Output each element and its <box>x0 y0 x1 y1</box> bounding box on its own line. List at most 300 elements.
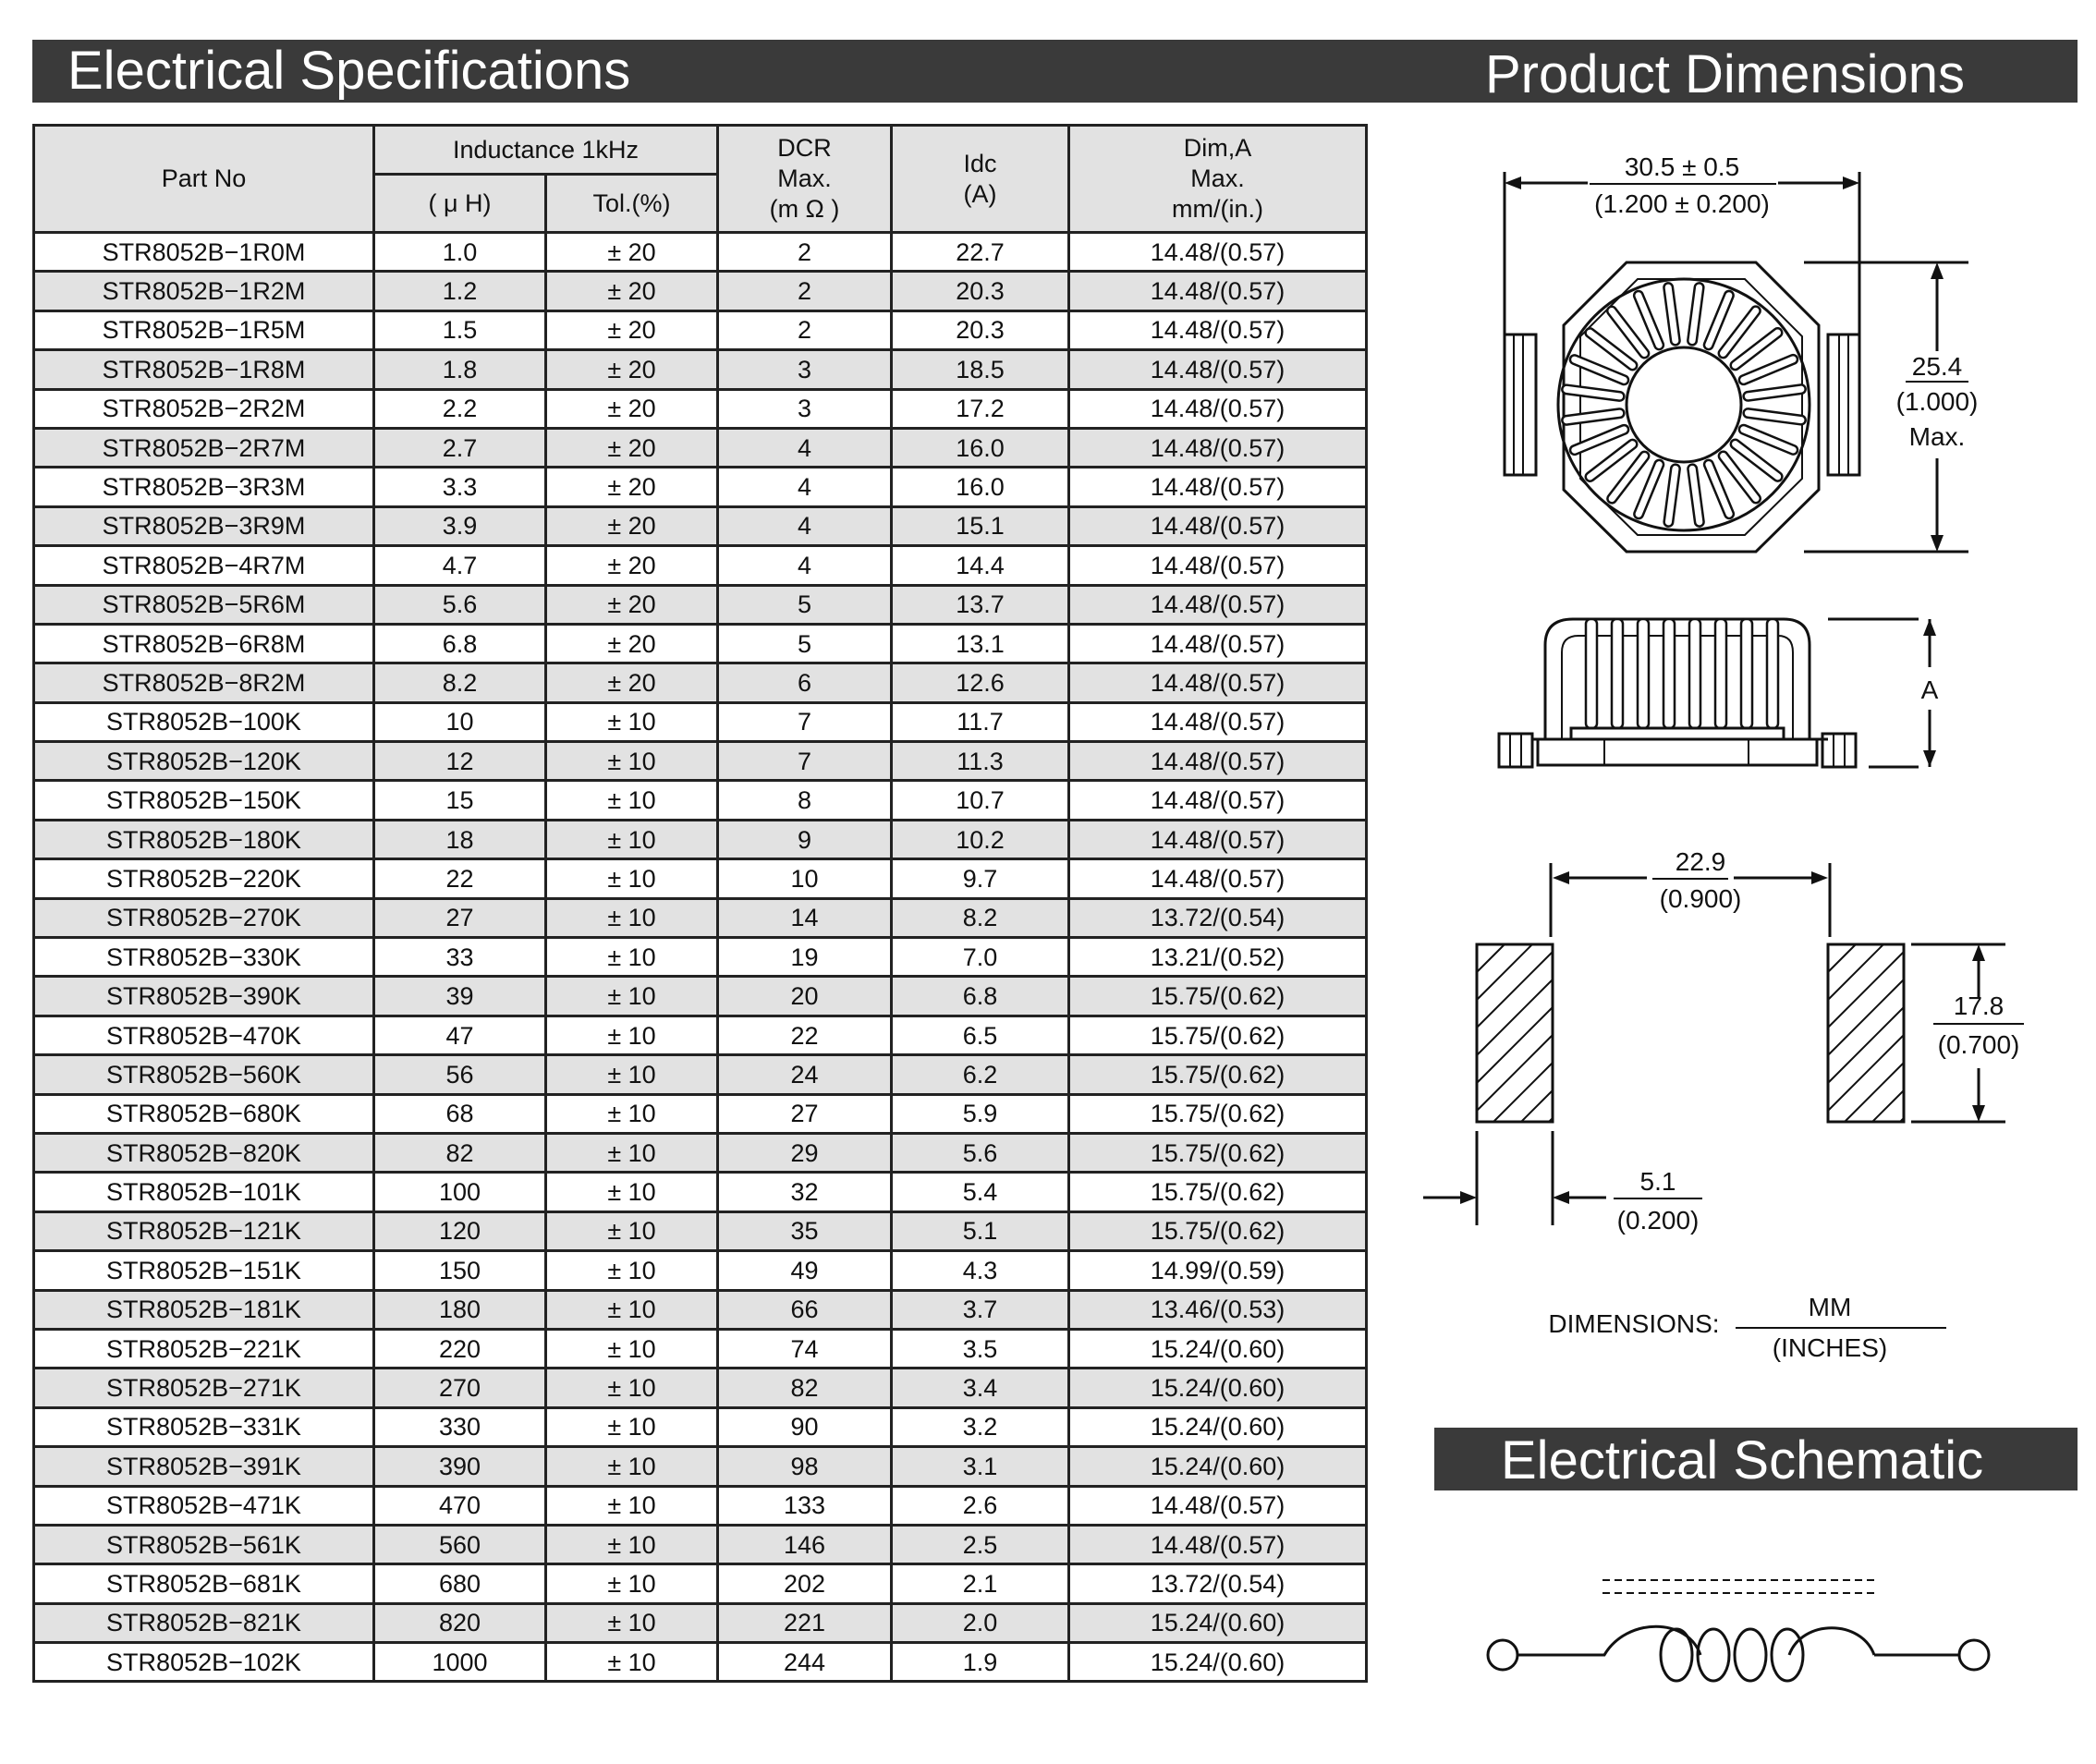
col-dim-a: Dim,A Max. mm/(in.) <box>1069 126 1367 233</box>
inductance-cell: 39 <box>374 977 546 1016</box>
inductance-cell: 680 <box>374 1564 546 1603</box>
idc-cell: 16.0 <box>892 468 1069 506</box>
part-no-cell: STR8052B−1R0M <box>34 233 374 272</box>
table-row <box>34 898 1367 937</box>
dcr-cell: 9 <box>718 820 892 858</box>
inductance-cell: 47 <box>374 1016 546 1054</box>
table-row <box>34 1055 1367 1094</box>
table-row <box>34 938 1367 977</box>
table-row <box>34 624 1367 663</box>
table-row <box>34 272 1367 310</box>
idc-cell: 5.4 <box>892 1173 1069 1211</box>
table-row <box>34 702 1367 741</box>
dcr-cell: 3 <box>718 350 892 389</box>
dcr-cell: 221 <box>718 1603 892 1642</box>
idc-cell: 2.6 <box>892 1486 1069 1525</box>
table-row <box>34 1603 1367 1642</box>
dcr-cell: 98 <box>718 1447 892 1486</box>
table-row <box>34 310 1367 349</box>
part-no-cell: STR8052B−101K <box>34 1173 374 1211</box>
part-no-cell: STR8052B−560K <box>34 1055 374 1094</box>
idc-cell: 4.3 <box>892 1251 1069 1290</box>
idc-cell: 6.8 <box>892 977 1069 1016</box>
table-row <box>34 1016 1367 1054</box>
dcr-cell: 5 <box>718 585 892 624</box>
tolerance-cell: ± 10 <box>546 1016 718 1054</box>
dim-a-cell: 15.24/(0.60) <box>1069 1329 1367 1368</box>
legend-label: DIMENSIONS: <box>1548 1309 1720 1338</box>
pad-span-in-label: (0.900) <box>1659 884 1742 913</box>
idc-cell: 11.7 <box>892 702 1069 741</box>
table-row <box>34 1525 1367 1563</box>
dcr-cell: 133 <box>718 1486 892 1525</box>
dim-a-cell: 14.48/(0.57) <box>1069 820 1367 858</box>
product-dimensions-title: Product Dimensions <box>1485 44 1965 104</box>
inductance-cell: 68 <box>374 1094 546 1133</box>
inductance-cell: 82 <box>374 1133 546 1172</box>
dim-a-cell: 14.48/(0.57) <box>1069 233 1367 272</box>
table-row <box>34 468 1367 506</box>
table-row <box>34 1094 1367 1133</box>
part-no-cell: STR8052B−8R2M <box>34 663 374 702</box>
dim-a-cell: 13.21/(0.52) <box>1069 938 1367 977</box>
table-row <box>34 859 1367 898</box>
dcr-cell: 20 <box>718 977 892 1016</box>
idc-cell: 3.1 <box>892 1447 1069 1486</box>
idc-cell: 3.5 <box>892 1329 1069 1368</box>
tolerance-cell: ± 10 <box>546 1369 718 1407</box>
inductance-cell: 18 <box>374 820 546 858</box>
tolerance-cell: ± 10 <box>546 1564 718 1603</box>
tolerance-cell: ± 10 <box>546 781 718 820</box>
hatch-line <box>1845 1063 1904 1122</box>
part-no-cell: STR8052B−121K <box>34 1211 374 1250</box>
tolerance-cell: ± 10 <box>546 1094 718 1133</box>
tolerance-cell: ± 10 <box>546 1329 718 1368</box>
dim-a-cell: 15.75/(0.62) <box>1069 977 1367 1016</box>
part-no-cell: STR8052B−3R9M <box>34 506 374 545</box>
table-row <box>34 742 1367 781</box>
inductance-cell: 470 <box>374 1486 546 1525</box>
toroid-hole <box>1627 347 1741 462</box>
col-tolerance: Tol.(%) <box>546 175 718 233</box>
tolerance-cell: ± 20 <box>546 468 718 506</box>
inductance-cell: 1.2 <box>374 272 546 310</box>
inductance-cell: 2.7 <box>374 428 546 467</box>
hatch-line <box>1828 944 1856 972</box>
idc-cell: 5.6 <box>892 1133 1069 1172</box>
dcr-cell: 24 <box>718 1055 892 1094</box>
part-no-cell: STR8052B−680K <box>34 1094 374 1133</box>
idc-cell: 12.6 <box>892 663 1069 702</box>
idc-cell: 10.7 <box>892 781 1069 820</box>
idc-cell: 14.4 <box>892 546 1069 585</box>
dcr-cell: 49 <box>718 1251 892 1290</box>
tolerance-cell: ± 10 <box>546 1486 718 1525</box>
tolerance-cell: ± 20 <box>546 506 718 545</box>
pad-height-in-label: (0.700) <box>1937 1030 2020 1059</box>
idc-cell: 5.1 <box>892 1211 1069 1250</box>
idc-cell: 2.0 <box>892 1603 1069 1642</box>
dim-a-cell: 15.75/(0.62) <box>1069 1133 1367 1172</box>
inductance-cell: 390 <box>374 1447 546 1486</box>
pad-height-mm-label: 17.8 <box>1953 991 2005 1020</box>
dcr-cell: 35 <box>718 1211 892 1250</box>
inductance-cell: 4.7 <box>374 546 546 585</box>
table-row <box>34 1133 1367 1172</box>
dim-a-cell: 14.48/(0.57) <box>1069 1486 1367 1525</box>
idc-cell: 3.2 <box>892 1407 1069 1446</box>
tolerance-cell: ± 20 <box>546 546 718 585</box>
dcr-cell: 2 <box>718 310 892 349</box>
side-dimension-label: A <box>1920 675 1939 704</box>
tolerance-cell: ± 10 <box>546 898 718 937</box>
legend-unit-mm: MM <box>1808 1293 1852 1321</box>
part-no-cell: STR8052B−102K <box>34 1643 374 1682</box>
part-no-cell: STR8052B−390K <box>34 977 374 1016</box>
part-no-cell: STR8052B−151K <box>34 1251 374 1290</box>
table-row <box>34 781 1367 820</box>
dcr-cell: 146 <box>718 1525 892 1563</box>
side-turn <box>1715 619 1726 728</box>
tolerance-cell: ± 10 <box>546 938 718 977</box>
dcr-cell: 19 <box>718 938 892 977</box>
inductance-cell: 10 <box>374 702 546 741</box>
electrical-specs-title: Electrical Specifications <box>67 41 631 101</box>
coil-loop <box>1735 1629 1766 1681</box>
part-no-cell: STR8052B−6R8M <box>34 624 374 663</box>
part-no-cell: STR8052B−180K <box>34 820 374 858</box>
part-no-cell: STR8052B−181K <box>34 1290 374 1329</box>
tolerance-cell: ± 10 <box>546 1290 718 1329</box>
winding-turn-fill <box>1639 465 1659 515</box>
winding-turn-fill <box>1744 359 1794 380</box>
idc-cell: 6.2 <box>892 1055 1069 1094</box>
table-row <box>34 1564 1367 1603</box>
side-turn <box>1586 619 1597 728</box>
tolerance-cell: ± 10 <box>546 702 718 741</box>
terminal-left <box>1505 335 1536 475</box>
idc-cell: 17.2 <box>892 389 1069 428</box>
part-no-cell: STR8052B−4R7M <box>34 546 374 585</box>
winding-turn-fill <box>1575 430 1625 450</box>
tolerance-cell: ± 20 <box>546 233 718 272</box>
schematic-terminal-right <box>1959 1640 1989 1670</box>
inductor-coil <box>1661 1628 1874 1681</box>
part-no-cell: STR8052B−120K <box>34 742 374 781</box>
inductance-cell: 2.2 <box>374 389 546 428</box>
dim-a-cell: 15.24/(0.60) <box>1069 1447 1367 1486</box>
winding-turn-fill <box>1744 430 1794 450</box>
part-no-cell: STR8052B−471K <box>34 1486 374 1525</box>
idc-cell: 20.3 <box>892 272 1069 310</box>
tolerance-cell: ± 10 <box>546 1211 718 1250</box>
pad-span-mm-label: 22.9 <box>1675 847 1726 876</box>
part-no-cell: STR8052B−5R6M <box>34 585 374 624</box>
side-view-plate <box>1538 739 1817 765</box>
coil-loop <box>1661 1629 1692 1681</box>
side-turn <box>1741 619 1752 728</box>
pad-right <box>1828 944 1904 1122</box>
table-row <box>34 663 1367 702</box>
inductance-cell: 3.9 <box>374 506 546 545</box>
inductance-cell: 27 <box>374 898 546 937</box>
inductance-cell: 1.8 <box>374 350 546 389</box>
dcr-cell: 29 <box>718 1133 892 1172</box>
inductance-cell: 1.5 <box>374 310 546 349</box>
spec-table-header <box>34 126 1367 233</box>
dim-a-cell: 14.48/(0.57) <box>1069 468 1367 506</box>
tolerance-cell: ± 10 <box>546 977 718 1016</box>
inductance-cell: 100 <box>374 1173 546 1211</box>
side-terminal-left <box>1499 734 1532 767</box>
dim-a-cell: 14.48/(0.57) <box>1069 702 1367 741</box>
dim-a-cell: 15.75/(0.62) <box>1069 1055 1367 1094</box>
table-row <box>34 546 1367 585</box>
tolerance-cell: ± 20 <box>546 389 718 428</box>
idc-cell: 15.1 <box>892 506 1069 545</box>
inductance-cell: 560 <box>374 1525 546 1563</box>
side-turn <box>1663 619 1675 728</box>
col-idc: Idc (A) <box>892 126 1069 233</box>
header-banner <box>32 40 2078 103</box>
dim-a-cell: 14.48/(0.57) <box>1069 742 1367 781</box>
hatch-line <box>1872 1090 1904 1122</box>
part-no-cell: STR8052B−100K <box>34 702 374 741</box>
col-dcr: DCR Max. (m Ω ) <box>718 126 892 233</box>
table-row <box>34 1290 1367 1329</box>
inductance-cell: 270 <box>374 1369 546 1407</box>
dim-a-cell: 14.48/(0.57) <box>1069 546 1367 585</box>
winding-turn-fill <box>1709 296 1729 346</box>
electrical-schematic-title: Electrical Schematic <box>1501 1430 1984 1490</box>
idc-cell: 2.1 <box>892 1564 1069 1603</box>
dim-a-cell: 15.24/(0.60) <box>1069 1643 1367 1682</box>
col-inductance-group: Inductance 1kHz <box>374 126 718 175</box>
dim-a-cell: 14.48/(0.57) <box>1069 310 1367 349</box>
terminal-right <box>1828 335 1859 475</box>
spec-table-body <box>34 233 1367 1682</box>
tolerance-cell: ± 10 <box>546 1133 718 1172</box>
idc-cell: 8.2 <box>892 898 1069 937</box>
tolerance-cell: ± 10 <box>546 1603 718 1642</box>
idc-cell: 1.9 <box>892 1643 1069 1682</box>
coil-loop <box>1772 1629 1803 1681</box>
tolerance-cell: ± 10 <box>546 1525 718 1563</box>
dim-a-cell: 14.48/(0.57) <box>1069 1525 1367 1563</box>
height-in-label: (1.000) <box>1895 387 1979 416</box>
inductance-cell: 22 <box>374 859 546 898</box>
inductance-cell: 3.3 <box>374 468 546 506</box>
dcr-cell: 3 <box>718 389 892 428</box>
part-no-cell: STR8052B−3R3M <box>34 468 374 506</box>
width-in-label: (1.200 ± 0.200) <box>1594 189 1770 218</box>
part-no-cell: STR8052B−271K <box>34 1369 374 1407</box>
dcr-cell: 2 <box>718 233 892 272</box>
idc-cell: 9.7 <box>892 859 1069 898</box>
idc-cell: 13.1 <box>892 624 1069 663</box>
idc-cell: 16.0 <box>892 428 1069 467</box>
table-row <box>34 1369 1367 1407</box>
table-row <box>34 1407 1367 1446</box>
table-row <box>34 1173 1367 1211</box>
inductance-cell: 33 <box>374 938 546 977</box>
table-row <box>34 977 1367 1016</box>
table-row <box>34 389 1367 428</box>
pad-left <box>1477 944 1553 1122</box>
table-row <box>34 1486 1367 1525</box>
tolerance-cell: ± 10 <box>546 742 718 781</box>
part-no-cell: STR8052B−221K <box>34 1329 374 1368</box>
tolerance-cell: ± 10 <box>546 1173 718 1211</box>
dcr-cell: 74 <box>718 1329 892 1368</box>
part-no-cell: STR8052B−391K <box>34 1447 374 1486</box>
tolerance-cell: ± 20 <box>546 350 718 389</box>
dim-a-cell: 15.75/(0.62) <box>1069 1016 1367 1054</box>
dcr-cell: 6 <box>718 663 892 702</box>
table-row <box>34 1447 1367 1486</box>
part-no-cell: STR8052B−270K <box>34 898 374 937</box>
idc-cell: 2.5 <box>892 1525 1069 1563</box>
table-row <box>34 233 1367 272</box>
tolerance-cell: ± 20 <box>546 624 718 663</box>
idc-cell: 18.5 <box>892 350 1069 389</box>
tolerance-cell: ± 10 <box>546 1643 718 1682</box>
dcr-cell: 4 <box>718 428 892 467</box>
winding-turn-fill <box>1709 465 1729 515</box>
table-row <box>34 1251 1367 1290</box>
inductance-cell: 330 <box>374 1407 546 1446</box>
dim-a-cell: 15.24/(0.60) <box>1069 1369 1367 1407</box>
part-no-cell: STR8052B−1R5M <box>34 310 374 349</box>
part-no-cell: STR8052B−1R2M <box>34 272 374 310</box>
dcr-cell: 82 <box>718 1369 892 1407</box>
schematic-terminal-left <box>1488 1640 1517 1670</box>
tolerance-cell: ± 10 <box>546 1407 718 1446</box>
toroid-core <box>1558 279 1810 530</box>
pad-width-mm-label: 5.1 <box>1639 1167 1676 1196</box>
dcr-cell: 32 <box>718 1173 892 1211</box>
inductance-cell: 150 <box>374 1251 546 1290</box>
tolerance-cell: ± 10 <box>546 1055 718 1094</box>
tolerance-cell: ± 20 <box>546 585 718 624</box>
dcr-cell: 4 <box>718 468 892 506</box>
winding-turn-fill <box>1639 296 1659 346</box>
idc-cell: 11.3 <box>892 742 1069 781</box>
dim-a-cell: 14.99/(0.59) <box>1069 1251 1367 1290</box>
idc-cell: 22.7 <box>892 233 1069 272</box>
dim-a-cell: 13.46/(0.53) <box>1069 1290 1367 1329</box>
col-part-no: Part No <box>34 126 374 233</box>
toroid-windings <box>1566 287 1801 522</box>
schematic-banner <box>1434 1428 2078 1490</box>
side-turn <box>1638 619 1649 728</box>
tolerance-cell: ± 20 <box>546 272 718 310</box>
dcr-cell: 202 <box>718 1564 892 1603</box>
dcr-cell: 7 <box>718 742 892 781</box>
tolerance-cell: ± 20 <box>546 663 718 702</box>
legend-unit-inches: (INCHES) <box>1772 1333 1888 1362</box>
table-row <box>34 506 1367 545</box>
width-mm-label: 30.5 ± 0.5 <box>1624 152 1740 181</box>
inductance-cell: 12 <box>374 742 546 781</box>
hatch-line <box>1477 944 1532 1000</box>
table-row <box>34 350 1367 389</box>
inductance-cell: 15 <box>374 781 546 820</box>
dim-a-cell: 15.24/(0.60) <box>1069 1407 1367 1446</box>
tolerance-cell: ± 10 <box>546 1251 718 1290</box>
tolerance-cell: ± 10 <box>546 859 718 898</box>
side-view-base <box>1532 728 1828 739</box>
part-no-cell: STR8052B−681K <box>34 1564 374 1603</box>
dim-a-cell: 13.72/(0.54) <box>1069 898 1367 937</box>
dcr-cell: 22 <box>718 1016 892 1054</box>
table-row <box>34 1211 1367 1250</box>
hatch-line <box>1493 1063 1553 1122</box>
dim-a-cell: 14.48/(0.57) <box>1069 781 1367 820</box>
dim-a-cell: 15.75/(0.62) <box>1069 1173 1367 1211</box>
dim-a-cell: 14.48/(0.57) <box>1069 506 1367 545</box>
part-no-cell: STR8052B−561K <box>34 1525 374 1563</box>
part-no-cell: STR8052B−330K <box>34 938 374 977</box>
table-row <box>34 1643 1367 1682</box>
dim-a-cell: 15.75/(0.62) <box>1069 1094 1367 1133</box>
side-turn <box>1767 619 1778 728</box>
hatch-line <box>1828 944 1883 1000</box>
dcr-cell: 4 <box>718 506 892 545</box>
hatch-line <box>1477 944 1505 972</box>
height-mm-label: 25.4 <box>1911 352 1963 381</box>
idc-cell: 3.7 <box>892 1290 1069 1329</box>
inductance-cell: 120 <box>374 1211 546 1250</box>
idc-cell: 3.4 <box>892 1369 1069 1407</box>
table-row <box>34 820 1367 858</box>
dim-a-cell: 13.72/(0.54) <box>1069 1564 1367 1603</box>
tolerance-cell: ± 10 <box>546 1447 718 1486</box>
dim-a-cell: 14.48/(0.57) <box>1069 663 1367 702</box>
dcr-cell: 244 <box>718 1643 892 1682</box>
inductance-cell: 6.8 <box>374 624 546 663</box>
inductance-cell: 1000 <box>374 1643 546 1682</box>
dim-a-cell: 14.48/(0.57) <box>1069 350 1367 389</box>
inductance-cell: 220 <box>374 1329 546 1368</box>
table-row <box>34 1329 1367 1368</box>
dim-a-cell: 14.48/(0.57) <box>1069 624 1367 663</box>
part-no-cell: STR8052B−821K <box>34 1603 374 1642</box>
idc-cell: 20.3 <box>892 310 1069 349</box>
pad-width-in-label: (0.200) <box>1616 1206 1700 1235</box>
dcr-cell: 2 <box>718 272 892 310</box>
idc-cell: 5.9 <box>892 1094 1069 1133</box>
tolerance-cell: ± 10 <box>546 820 718 858</box>
idc-cell: 13.7 <box>892 585 1069 624</box>
tolerance-cell: ± 20 <box>546 428 718 467</box>
dim-a-cell: 14.48/(0.57) <box>1069 389 1367 428</box>
idc-cell: 6.5 <box>892 1016 1069 1054</box>
inductance-cell: 5.6 <box>374 585 546 624</box>
dcr-cell: 66 <box>718 1290 892 1329</box>
dcr-cell: 90 <box>718 1407 892 1446</box>
coil-loop <box>1698 1629 1729 1681</box>
dcr-cell: 7 <box>718 702 892 741</box>
part-no-cell: STR8052B−220K <box>34 859 374 898</box>
part-no-cell: STR8052B−2R7M <box>34 428 374 467</box>
dcr-cell: 27 <box>718 1094 892 1133</box>
height-note-label: Max. <box>1908 422 1966 451</box>
hatch-line <box>1521 1090 1553 1122</box>
side-turn <box>1689 619 1700 728</box>
inductance-cell: 1.0 <box>374 233 546 272</box>
